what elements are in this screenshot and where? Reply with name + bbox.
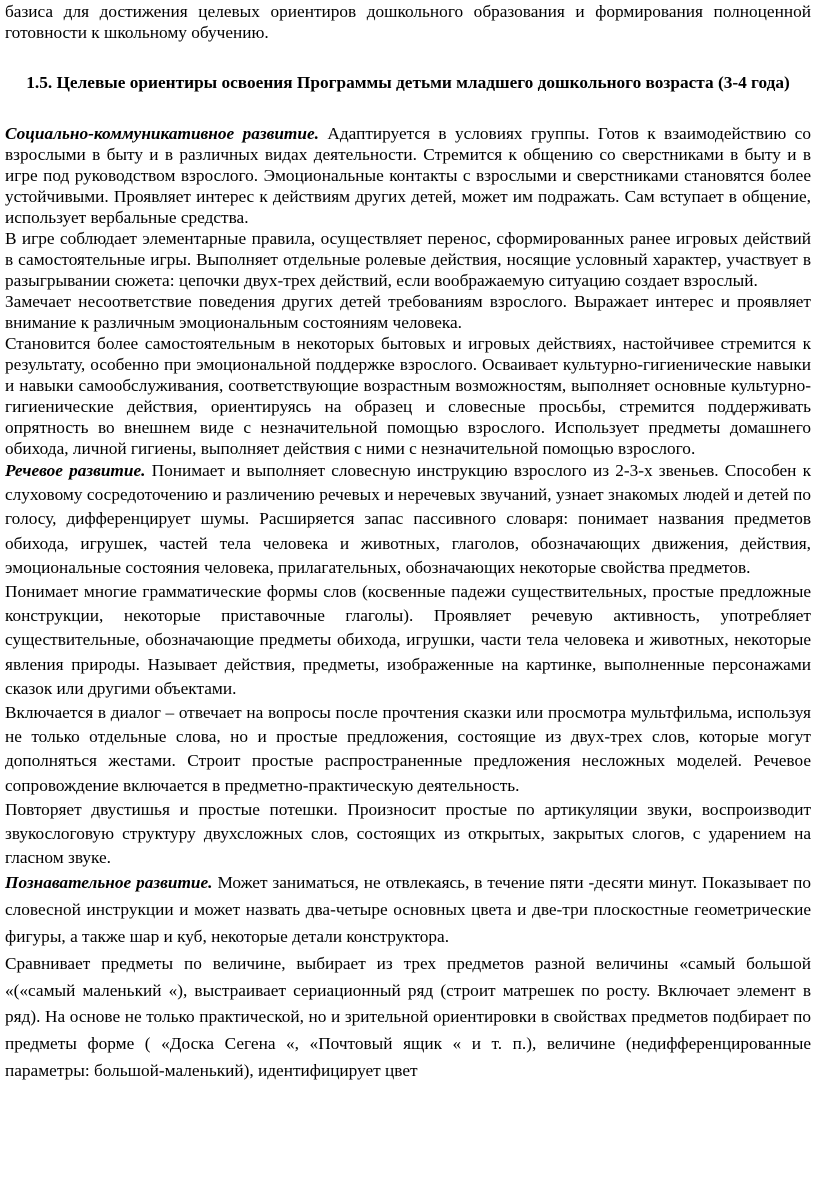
cognitive-paragraph-2: Сравнивает предметы по величине, выбирает из трех предметов разной величины «самый большой «(«самый маленький «), выстраивает сериационный ряд (строит матрешек по росту. Включает элемент в ряд). На основе не только практической, но и зрительной ориентировки в свойствах предметов подбирает по предметы форме ( «Доска Сегена «, «Почтовый ящик « и т. п.), величине (недифференцированные параметры: большой-маленький), идентифицирует цвет [5, 953, 811, 1081]
speech-lead: Речевое развитие. [5, 461, 146, 480]
social-paragraph-4: Становится более самостоятельным в некоторых бытовых и игровых действиях, настойчивее стремится к результату, особенно при эмоциональной поддержке взрослого. Осваивает культурно-гигиенические навыки и навыки самообслуживания, соответствующие возрастным возможностям, выполняет основные культурно-гигиенические действия, ориентируясь на образец и словесные просьбы, стремится поддерживать опрятность во внешнем виде с незначительной помощью взрослого. Использует предметы домашнего обихода, личной гигиены, выполняет действия с ними с незначительной помощью взрослого. [5, 334, 811, 458]
speech-paragraph-4: Повторяет двустишья и простые потешки. Произносит простые по артикуляции звуки, воспроизводит звукослоговую структуру двухсложных слов, состоящих из открытых, закрытых слогов, с ударением на гласном звуке. [5, 799, 811, 868]
speech-paragraph-2: Понимает многие грамматические формы слов (косвенные падежи существительных, простые предложные конструкции, некоторые приставочные глаголы). Проявляет речевую активность, употребляет существительные, обозначающие предметы обихода, игрушки, части тела человека и животных, некоторые явления природы. Называет действия, предметы, изображенные на картинке, выполненные персонажами сказок или другими объектами. [5, 582, 811, 698]
social-text-1: Адаптируется в условиях группы. Готов к взаимодействию со взрослыми в быту и в различных видах деятельности. Стремится к общению со сверстниками в быту и в игре под руководством взрослого. Эмоциональные контакты с взрослыми и сверстниками становятся более устойчивыми. Проявляет интерес к действиям других детей, может им подражать. Сам вступает в общение, использует вербальные средства. [5, 124, 811, 227]
speech-text-1: Понимает и выполняет словесную инструкцию взрослого из 2-3-х звеньев. Способен к слуховому сосредоточению и различению речевых и неречевых звучаний, узнает знакомых людей и детей по голосу, дифференцирует шумы. Расширяется запас пассивного словаря: понимает названия предметов обихода, игрушек, частей тела человека и животных, глаголов, обозначающих движения, действия, эмоциональные состояния человека, прилагательных, обозначающих некоторые свойства предметов. [5, 461, 811, 577]
social-paragraph-2: В игре соблюдает элементарные правила, осуществляет перенос, сформированных ранее игровых действий в самостоятельные игры. Выполняет отдельные ролевые действия, носящие условный характер, участвует в разыгрывании сюжета: цепочки двух-трех действий, если воображаемую ситуацию создает взрослый. [5, 229, 811, 290]
cognitive-lead: Познавательное развитие. [5, 873, 213, 893]
social-lead: Социально-коммуникативное развитие. [5, 124, 319, 143]
speech-paragraph-3: Включается в диалог – отвечает на вопросы после прочтения сказки или просмотра мультфильма, используя не только отдельные слова, но и простые предложения, состоящие из двух-трех слов, которые могут дополняться жестами. Строит простые распространенные предложения несложных моделей. Речевое сопровождение включается в предметно-практическую деятельность. [5, 703, 811, 795]
social-paragraph-3: Замечает несоответствие поведения других детей требованиям взрослого. Выражает интерес и проявляет внимание к различным эмоциональным состояниям человека. [5, 292, 811, 332]
social-paragraph-1 [5, 123, 811, 228]
cognitive-paragraph-1 [5, 870, 811, 950]
intro-paragraph: базиса для достижения целевых ориентиров дошкольного образования и формирования полноценной готовности к школьному обучению. [5, 2, 811, 42]
section-heading: 1.5. Целевые ориентиры освоения Программы детьми младшего дошкольного возраста (3-4 года) [26, 73, 790, 92]
document-page [5, 0, 811, 1203]
cognitive-text-1: Может заниматься, не отвлекаясь, в течение пяти -десяти минут. Показывает по словесной инструкции и может назвать два-четыре основных цвета и две-три плоскостные геометрические фигуры, а также шар и куб, некоторые детали конструктора. [5, 873, 812, 947]
speech-paragraph-1 [5, 459, 811, 580]
